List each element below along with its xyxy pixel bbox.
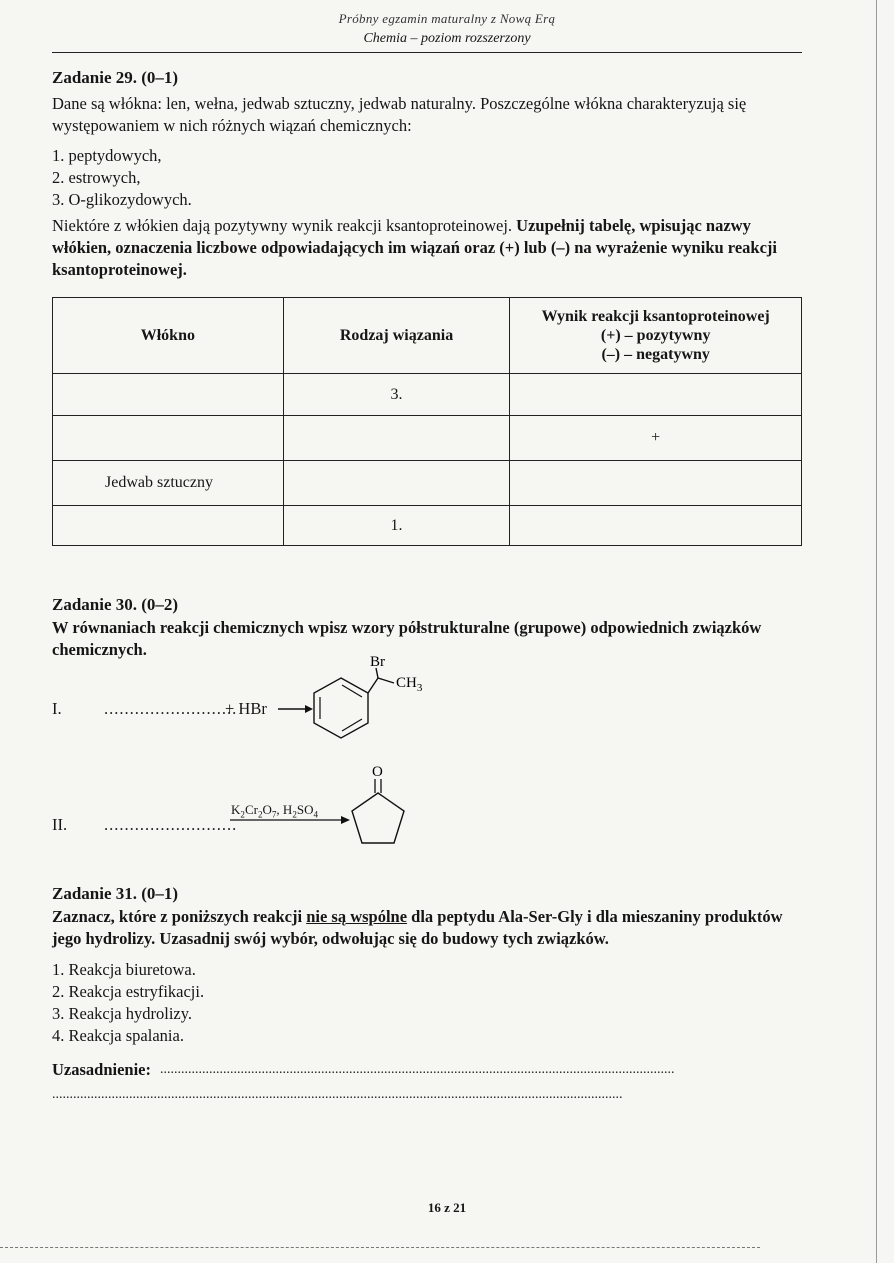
task31-option-2[interactable]: 2. Reakcja estryfikacji. bbox=[52, 982, 205, 1001]
header-exam-title: Próbny egzamin maturalny z Nową Erą bbox=[338, 11, 556, 26]
cell-bond[interactable] bbox=[283, 461, 510, 506]
justification-line-2[interactable]: ................................................................................................................................................................... bbox=[52, 1087, 623, 1102]
cell-result[interactable] bbox=[510, 374, 802, 416]
task29-statement: Niektóre z włókien dają pozytywny wynik reakcji ksantoproteinowej. bbox=[52, 216, 513, 235]
cell-bond[interactable] bbox=[283, 416, 510, 461]
task31-instruction-emphasis: nie są wspólne bbox=[306, 907, 408, 926]
eq1-product-structure bbox=[272, 650, 422, 745]
task29-instruction: Uzupełnij tabelę, wpisując nazwy włókien, oznaczenia liczbowe odpowiadających im wiązań oraz (+) lub (–) na wyrażenie wyniku reakcji ksantoproteinowej. bbox=[52, 216, 777, 279]
task31-option-4[interactable]: 4. Reakcja spalania. bbox=[52, 1026, 184, 1045]
o-label: O bbox=[372, 764, 383, 780]
table-row bbox=[53, 374, 802, 416]
header-result-negative: (–) – negatywny bbox=[601, 346, 710, 363]
ch3-label: $CH_3$ bbox=[396, 675, 422, 694]
header-result-title: Wynik reakcji ksantoproteinowej bbox=[541, 308, 770, 325]
eq1-answer-blank[interactable]: .......................... bbox=[104, 699, 238, 718]
cell-fiber[interactable] bbox=[53, 374, 284, 416]
header-bond: Rodzaj wiązania bbox=[283, 298, 510, 374]
cell-fiber[interactable]: Jedwab sztuczny bbox=[53, 461, 284, 506]
arrow-head bbox=[341, 816, 350, 824]
task29-table bbox=[52, 297, 802, 546]
task29-instructions bbox=[52, 215, 802, 281]
header-fiber: Włókno bbox=[53, 298, 284, 374]
bond-ring-chiral bbox=[368, 678, 378, 693]
task29-intro: Dane są włókna: len, wełna, jedwab sztuczny, jedwab naturalny. Poszczególne włókna charakteryzują się występowaniem w nich różnych wiązań chemicznych: bbox=[52, 94, 747, 135]
task29-bond-2: 2. estrowych, bbox=[52, 168, 141, 187]
justification-label: Uzasadnienie: bbox=[52, 1060, 151, 1079]
eq2-answer-blank[interactable]: .......................... bbox=[104, 815, 238, 834]
eq2-label: II. bbox=[52, 815, 68, 834]
header-result bbox=[510, 298, 802, 374]
table-row bbox=[53, 506, 802, 546]
task31-instruction-post: dla peptydu Ala-Ser-Gly i dla mieszaniny produktów jego hydrolizy. Uzasadnij swój wybór, odwołując się do budowy tych związków. bbox=[52, 907, 783, 948]
task29-title: Zadanie 29. (0–1) bbox=[52, 68, 179, 87]
task31-instruction-pre: Zaznacz, które z poniższych reakcji bbox=[52, 907, 307, 926]
bond-c-ch3 bbox=[378, 678, 394, 683]
task30-instruction: W równaniach reakcji chemicznych wpisz wzory półstrukturalne (grupowe) odpowiednich związków chemicznych. bbox=[52, 618, 762, 659]
cell-bond[interactable]: 3. bbox=[283, 374, 510, 416]
cell-fiber[interactable] bbox=[53, 416, 284, 461]
page-number: 16 z 21 bbox=[427, 1200, 467, 1215]
eq1-label: I. bbox=[52, 699, 62, 718]
eq1-reagent: + HBr bbox=[225, 699, 267, 718]
br-label: Br bbox=[370, 654, 385, 670]
task30-title: Zadanie 30. (0–2) bbox=[52, 595, 179, 614]
cell-result[interactable] bbox=[510, 506, 802, 546]
scan-bottom-line bbox=[0, 1247, 760, 1248]
cell-fiber[interactable] bbox=[53, 506, 284, 546]
cyclopentane-ring bbox=[352, 793, 404, 843]
benzene-ring bbox=[314, 678, 368, 738]
eq2-reagent: $K_2Cr_2O_7$, $H_2SO_4$ bbox=[231, 802, 319, 820]
table-header-row bbox=[53, 298, 802, 374]
task31-title: Zadanie 31. (0–1) bbox=[52, 884, 179, 903]
task29-bond-1: 1. peptydowych, bbox=[52, 146, 162, 165]
scan-edge bbox=[876, 0, 877, 1263]
header-result-positive: (+) – pozytywny bbox=[600, 327, 711, 344]
header-subject: Chemia – poziom rozszerzony bbox=[363, 31, 531, 46]
table-row bbox=[53, 416, 802, 461]
eq2-product-structure bbox=[226, 760, 416, 855]
justification-line-1[interactable]: ................................................................................................................................................... bbox=[160, 1062, 675, 1077]
cell-result[interactable] bbox=[510, 461, 802, 506]
task31-option-1[interactable]: 1. Reakcja biuretowa. bbox=[52, 960, 196, 979]
table-row bbox=[53, 461, 802, 506]
arrow-head bbox=[305, 705, 313, 713]
cell-result[interactable]: + bbox=[510, 416, 802, 461]
cell-bond[interactable]: 1. bbox=[283, 506, 510, 546]
task31-instruction bbox=[52, 906, 797, 950]
task31-option-3[interactable]: 3. Reakcja hydrolizy. bbox=[52, 1004, 193, 1023]
header-divider bbox=[52, 52, 802, 53]
task29-bond-3: 3. O-glikozydowych. bbox=[52, 190, 192, 209]
